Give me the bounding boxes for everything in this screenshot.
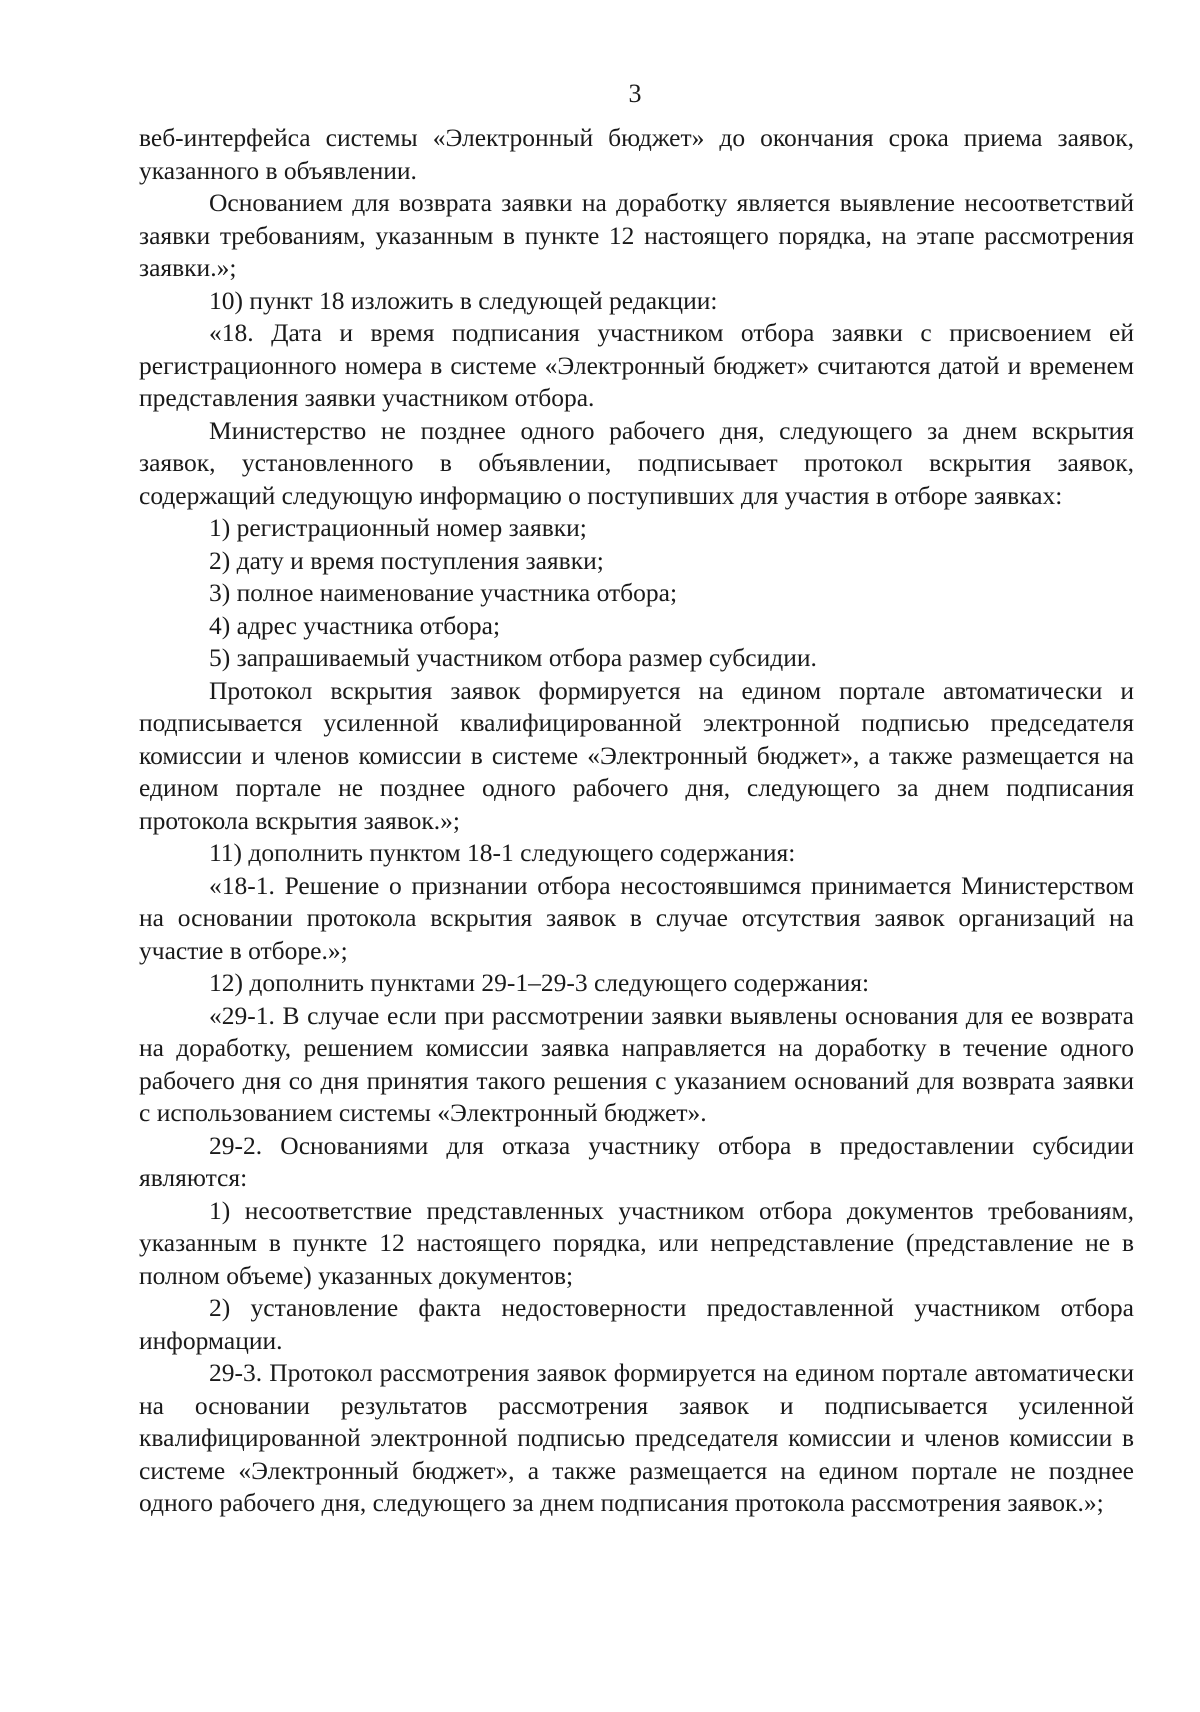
paragraph: 1) регистрационный номер заявки; [209, 513, 587, 542]
paragraph: «18-1. Решение о признании отбора несостоявшимся принимается Министерством на основании протокола вскрытия заявок в случае отсутствия заявок организаций на участие в отборе.»; [139, 870, 1134, 965]
paragraph: 12) дополнить пунктами 29-1–29-3 следующего содержания: [209, 968, 870, 997]
paragraph: Основанием для возврата заявки на доработку является выявление несоответствий заявки требованиям, указанным в пункте 12 настоящего порядка, на этапе рассмотрения заявки.»; [139, 188, 1134, 282]
paragraph: Протокол вскрытия заявок формируется на едином портале автоматически и подписывается усиленной квалифицированной электронной подписью председателя комиссии и членов комиссии в системе «Электронный бюджет», а также размещается на едином портале не позднее одного рабочего дня, следующего за днем подписания протокола вскрытия заявок.»; [139, 675, 1134, 835]
paragraph: 1) несоответствие представленных участником отбора документов требованиям, указанным в пункте 12 настоящего порядка, или непредставление (представление не в полном объеме) указанных документов; [139, 1195, 1134, 1290]
paragraph: 29-3. Протокол рассмотрения заявок формируется на едином портале автоматически на основании результатов рассмотрения заявок и подписывается усиленной квалифицированной электронной подписью председателя комиссии и членов комиссии в системе «Электронный бюджет», а также размещается на едином портале не позднее одного рабочего дня, следующего за днем подписания протокола рассмотрения заявок.»; [139, 1358, 1134, 1517]
paragraph: 2) дату и время поступления заявки; [209, 545, 604, 575]
document-body [139, 122, 1134, 1520]
paragraph: 2) установление факта недостоверности предоставленной участником отбора информации. [139, 1293, 1134, 1355]
paragraph: «29-1. В случае если при рассмотрении заявки выявлены основания для ее возврата на доработку, решением комиссии заявка направляется на доработку в течение одного рабочего дня со дня принятия такого решения с указанием оснований для возврата заявки с использованием системы «Электронный бюджет». [139, 1000, 1134, 1127]
paragraph: 11) дополнить пунктом 18-1 следующего содержания: [209, 838, 796, 867]
paragraph: 5) запрашиваемый участником отбора размер субсидии. [209, 643, 817, 672]
paragraph: 10) пункт 18 изложить в следующей редакции: [209, 285, 718, 315]
paragraph: «18. Дата и время подписания участником отбора заявки с присвоением ей регистрационного номера в системе «Электронный бюджет» считаются датой и временем представления заявки участником отбора. [139, 318, 1134, 412]
paragraph: 29-2. Основаниями для отказа участнику отбора в предоставлении субсидии являются: [139, 1130, 1134, 1192]
paragraph: 4) адрес участника отбора; [209, 610, 501, 640]
paragraph: 3) полное наименование участника отбора; [209, 578, 678, 607]
paragraph: веб-интерфейса системы «Электронный бюджет» до окончания срока приема заявок, указанного в объявлении. [139, 123, 1134, 185]
paragraph: Министерство не позднее одного рабочего дня, следующего за днем вскрытия заявок, установленного в объявлении, подписывает протокол вскрытия заявок, содержащий следующую информацию о поступивших для участия в отборе заявках: [139, 415, 1134, 510]
page-number: 3 [628, 79, 642, 108]
